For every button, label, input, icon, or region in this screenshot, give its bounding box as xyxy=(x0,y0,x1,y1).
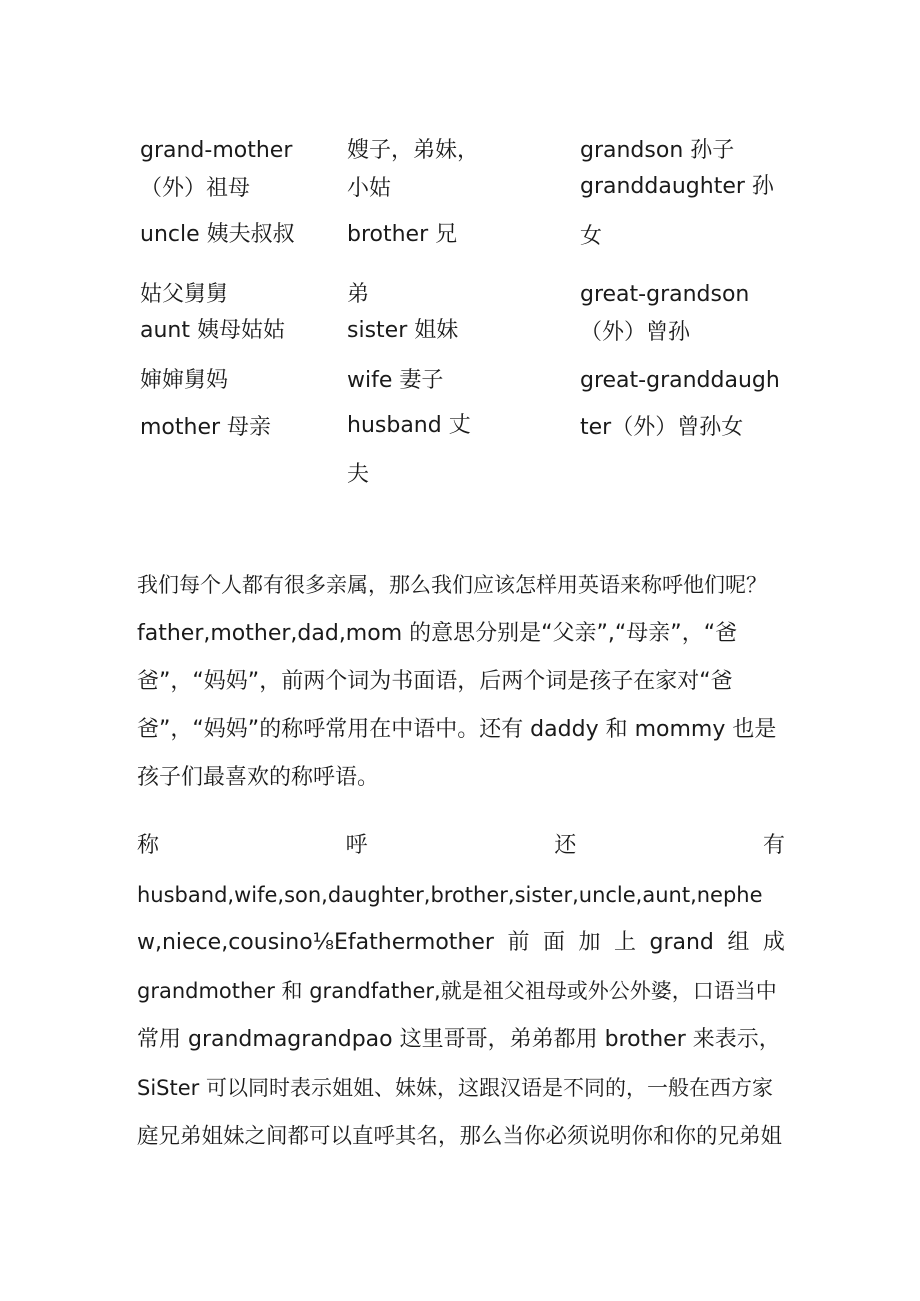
paragraph2-line-6: SiSter 可以同时表示姐姐、妹妹，这跟汉语是不同的，一般在西方家 xyxy=(137,1076,773,1100)
paragraph2-line-3-seg-3: 面 xyxy=(542,930,565,955)
vocab-col1-line-4: 姑父舅舅 xyxy=(140,282,229,307)
vocab-col3-line-6: great-granddaugh xyxy=(580,368,780,393)
paragraph2-line-1-word-2: 呼 xyxy=(345,833,368,858)
vocab-col2-line-5: sister 姐妹 xyxy=(347,318,459,343)
paragraph2-line-7: 庭兄弟姐妹之间都可以直呼其名，那么当你必须说明你和你的兄弟姐 xyxy=(137,1124,783,1149)
paragraph2-line-1 xyxy=(137,832,785,860)
paragraph2-line-3 xyxy=(137,929,785,957)
paragraph2-line-2: husband,wife,son,daughter,brother,sister,uncle,aunt,nephe xyxy=(137,883,763,907)
vocab-col2-line-2: 小姑 xyxy=(347,176,392,201)
paragraph2-line-3-seg-8: 成 xyxy=(762,930,785,955)
paragraph2-line-3-seg-4: 加 xyxy=(578,930,601,955)
vocab-col3-line-1: grandson 孙子 xyxy=(580,138,735,163)
paragraph1-line-2: father,mother,dad,mom 的意思分别是“父亲”,“母亲”，“爸 xyxy=(137,621,738,646)
vocab-col3-line-2: granddaughter 孙 xyxy=(580,174,774,199)
vocab-col2-line-8: 夫 xyxy=(347,462,370,487)
vocab-col1-line-5: aunt 姨母姑姑 xyxy=(140,318,285,343)
paragraph2-line-5: 常用 grandmagrandpao 这里哥哥，弟弟都用 brother 来表示， xyxy=(137,1027,781,1052)
vocab-col1-line-2: （外）祖母 xyxy=(140,176,251,201)
paragraph1-line-1: 我们每个人都有很多亲属，那么我们应该怎样用英语来称呼他们呢？ xyxy=(137,573,767,597)
vocab-col3-line-5: （外）曾孙 xyxy=(580,320,691,345)
vocab-col1-line-3: uncle 姨夫叔叔 xyxy=(140,222,295,247)
paragraph1-line-4: 爸”，“妈妈”的称呼常用在中语中。还有 daddy 和 mommy 也是 xyxy=(137,717,777,742)
paragraph2-line-3-seg-5: 上 xyxy=(613,930,636,955)
paragraph2-line-1-word-4: 有 xyxy=(762,833,785,858)
vocab-col2-line-7: husband 丈 xyxy=(347,413,471,438)
vocab-col1-line-7: mother 母亲 xyxy=(140,415,272,440)
vocab-col2-line-4: 弟 xyxy=(347,282,370,307)
vocab-col3-line-3: 女 xyxy=(580,224,603,249)
vocab-col2-line-1: 嫂子，弟妹， xyxy=(347,138,480,163)
vocab-col1-line-1: grand-mother xyxy=(140,138,293,163)
paragraph2-line-3-seg-2: 前 xyxy=(507,930,530,955)
vocab-col3-line-7: ter（外）曾孙女 xyxy=(580,415,744,440)
paragraph1-line-3: 爸”，“妈妈”，前两个词为书面语，后两个词是孩子在家对“爸 xyxy=(137,669,733,694)
paragraph2-line-3-seg-7: 组 xyxy=(727,930,750,955)
vocab-col2-line-3: brother 兄 xyxy=(347,222,458,247)
vocab-col3-line-4: great-grandson xyxy=(580,282,750,307)
paragraph2-line-1-word-1: 称 xyxy=(137,833,160,858)
paragraph1-line-5: 孩子们最喜欢的称呼语。 xyxy=(137,765,380,790)
vocab-col1-line-6: 婶婶舅妈 xyxy=(140,368,229,393)
paragraph2-line-3-seg-6: grand xyxy=(649,930,714,955)
paragraph2-line-4: grandmother 和 grandfather,就是祖父祖母或外公外婆，口语当中 xyxy=(137,979,777,1003)
paragraph2-line-3-seg-1: w,niece,cousino⅛Efathermother xyxy=(137,930,494,955)
paragraph2-line-1-word-3: 还 xyxy=(554,833,577,858)
vocab-col2-line-6: wife 妻子 xyxy=(347,368,444,393)
